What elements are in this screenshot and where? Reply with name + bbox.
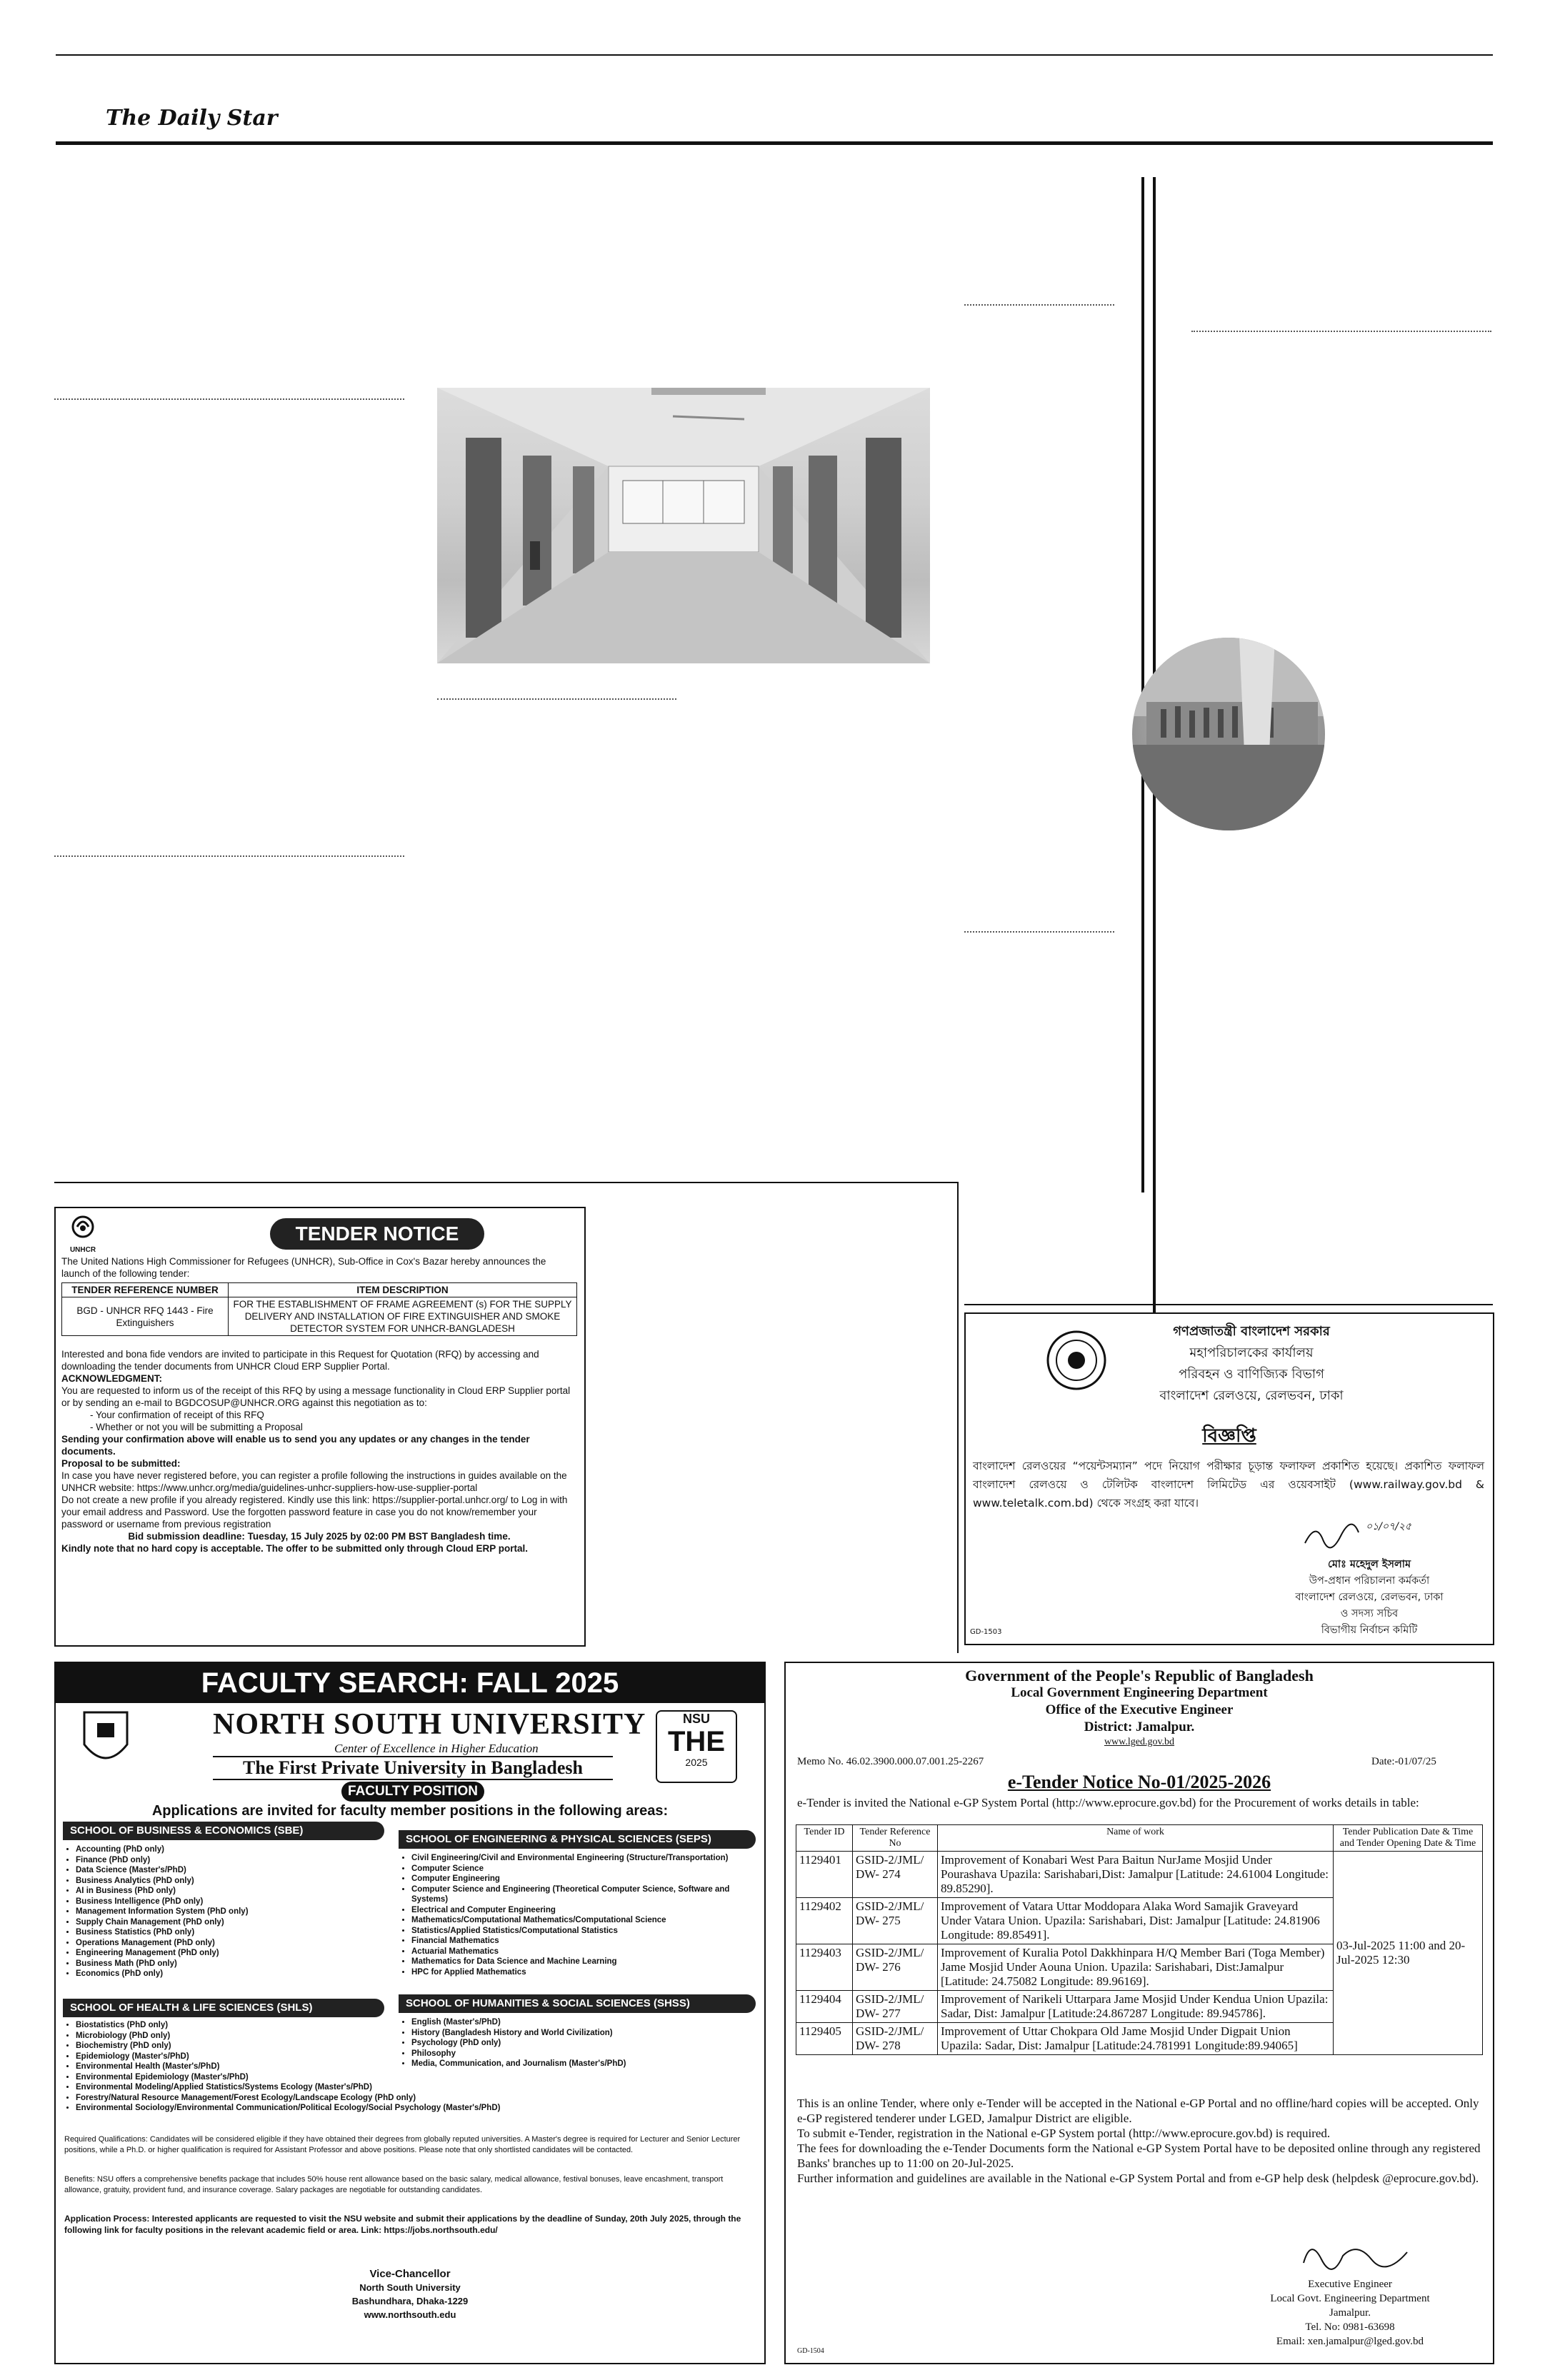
list-item: • History (Bangladesh History and World Civilization)	[411, 2028, 761, 2039]
bangladesh-seal-icon	[1044, 1328, 1109, 1392]
nsu-apply: Applications are invited for faculty member positions in the following areas:	[151, 1803, 669, 1819]
railway-l3: পরিবহন ও বাণিজ্যিক বিভাগ	[1179, 1367, 1324, 1382]
list-item: • Environmental Health (Master's/PhD)	[76, 2062, 504, 2072]
list-item: • AI in Business (PhD only)	[76, 1886, 397, 1897]
lged-n2: To submit e-Tender, registration in the National e-GP System portal (http://www.eprocure.gov.bd) is required.	[797, 2127, 1331, 2140]
nsu-crest-icon	[77, 1709, 134, 1773]
nsu-shls-head: SCHOOL OF HEALTH & LIFE SCIENCES (SHLS)	[63, 1999, 384, 2017]
unhcr-b1-text: Your confirmation of receipt of this RFQ	[96, 1410, 264, 1420]
lged-signature	[1300, 2234, 1414, 2277]
list-item: • Computer Science and Engineering (Theoretical Computer Science, Software and Systems)	[411, 1884, 761, 1905]
lged-title: e-Tender Notice No-01/2025-2026	[1007, 1772, 1271, 1792]
list-item: • Business Math (PhD only)	[76, 1959, 397, 1969]
lged-h4: District: Jamalpur.	[1084, 1719, 1195, 1734]
lged-dates: 03-Jul-2025 11:00 and 20-Jul-2025 12:30	[1334, 1852, 1483, 2055]
separator	[1191, 331, 1491, 332]
nsu-crest	[77, 1709, 134, 1773]
lged-date: Date:-01/07/25	[1371, 1756, 1436, 1767]
unhcr-p1: Interested and bona fide vendors are invited to participate in this Request for Quotation (RFQ) by accessing and downloading the tender documents from UNHCR Cloud ERP Supplier Portal.	[61, 1349, 539, 1372]
list-item: • Supply Chain Management (PhD only)	[76, 1917, 397, 1928]
nsu-name: NORTH SOUTH UNIVERSITY	[213, 1708, 646, 1741]
lged-id: 1129404	[796, 1991, 853, 2023]
lged-sig1: Executive Engineer	[1308, 2279, 1392, 2290]
list-item: • English (Master's/PhD)	[411, 2017, 761, 2028]
unhcr-col-desc: ITEM DESCRIPTION	[229, 1283, 577, 1297]
list-item: • Psychology (PhD only)	[411, 2038, 761, 2049]
list-item: • Accounting (PhD only)	[76, 1844, 397, 1855]
unhcr-b1: - Your confirmation of receipt of this RFQ	[90, 1410, 264, 1420]
railway-gd: GD-1503	[970, 1628, 1002, 1636]
list-item: • Statistics/Applied Statistics/Computational Statistics	[411, 1926, 761, 1937]
lged-id: 1129401	[796, 1852, 853, 1898]
masthead-rule	[56, 141, 1493, 145]
nsu-badge-year: 2025	[685, 1757, 708, 1768]
lged-header	[786, 1667, 1493, 1749]
railway-notice	[964, 1312, 1494, 1645]
nsu-sbe-head: SCHOOL OF BUSINESS & ECONOMICS (SBE)	[63, 1822, 384, 1840]
lged-email: Email: xen.jamalpur@lged.gov.bd	[1276, 2336, 1424, 2347]
list-item: • Civil Engineering/Civil and Environmental Engineering (Structure/Transportation)	[411, 1853, 761, 1864]
separator	[437, 698, 676, 700]
list-item: • Actuarial Mathematics	[411, 1947, 761, 1957]
list-item: • Data Science (Master's/PhD)	[76, 1865, 397, 1876]
lged-ref: GSID-2/JML/ DW- 276	[853, 1944, 938, 1991]
lged-th-date: Tender Publication Date & Time and Tender Opening Date & Time	[1334, 1825, 1483, 1852]
lged-tel: Tel. No: 0981-63698	[1305, 2321, 1395, 2333]
nsu-tag: Center of Excellence in Higher Education	[334, 1742, 539, 1755]
nsu-signoff	[56, 2267, 764, 2321]
lged-work: Improvement of Kuralia Potol Dakkhinpara H/Q Member Bari (Toga Member) Jame Mosjid Under Aouna Union. Upazila: Sarishabari, Dist:Jamalpur [Latitude: 24.75082 Longitude: 89.96169].	[938, 1944, 1334, 1991]
unhcr-conf: Sending your confirmation above will enable us to send you any updates or any changes in the tender documents.	[61, 1434, 530, 1457]
lged-th-work: Name of work	[938, 1825, 1334, 1852]
nsu-benefits: Benefits: NSU offers a comprehensive benefits package that includes 50% house rent allowance based on the basic salary, medical allowance, festival bonuses, leave encashment, transport allowance, gratuity, provident fund, and insurance coverage. Salary packages are negotiable for outstanding candidates.	[64, 2175, 724, 2194]
lged-notes	[797, 2096, 1483, 2186]
list-item: • Business Analytics (PhD only)	[76, 1876, 397, 1887]
nsu-vc2: North South University	[359, 2282, 461, 2293]
unhcr-tender-notice	[54, 1207, 586, 1647]
lged-sig3: Jamalpur.	[1329, 2307, 1371, 2319]
list-item: • Mathematics/Computational Mathematics/Computational Science	[411, 1915, 761, 1926]
list-item: • Forestry/Natural Resource Management/Forest Ecology/Landscape Ecology (PhD only)	[76, 2093, 504, 2104]
list-item: • Computer Science	[411, 1864, 761, 1874]
separator	[54, 855, 404, 857]
lged-h3: Office of the Executive Engineer	[1045, 1702, 1234, 1717]
list-item: • Management Information System (PhD only)	[76, 1907, 397, 1917]
unhcr-ack-head: ACKNOWLEDGMENT:	[61, 1373, 162, 1384]
lged-work: Improvement of Konabari West Para Baitun NurJame Mosjid Under Pourashava Upazila: Sarishabari,Dist: Jamalpur [Latitude: 24.61004 Longitude: 89.85290].	[938, 1852, 1334, 1898]
separator	[964, 304, 1114, 306]
unhcr-b2: - Whether or not you will be submitting a Proposal	[90, 1422, 303, 1432]
nsu-process: Application Process: Interested applicants are requested to visit the NSU website and submit their applications by the deadline of Sunday, 20th July 2025, through the following link for faculty positions in the relevant academic field or area. Link: https://jobs.northsouth.edu/	[64, 2214, 741, 2235]
railway-header	[1109, 1321, 1394, 1407]
railway-s4: বিভাগীয় নির্বাচন কমিটি	[1321, 1625, 1418, 1636]
lged-id: 1129405	[796, 2023, 853, 2055]
unhcr-title: TENDER NOTICE	[270, 1218, 484, 1250]
unhcr-prop-head: Proposal to be submitted:	[61, 1458, 181, 1469]
lged-memo: Memo No. 46.02.3900.000.07.001.25-2267	[797, 1756, 984, 1767]
unhcr-col-ref: TENDER REFERENCE NUMBER	[62, 1283, 229, 1297]
lged-id: 1129402	[796, 1898, 853, 1944]
unhcr-ref: BGD - UNHCR RFQ 1443 - Fire Extinguishers	[62, 1297, 229, 1336]
nsu-sbe-list	[66, 1844, 397, 1979]
unhcr-body	[61, 1348, 577, 1555]
list-item: • Engineering Management (PhD only)	[76, 1948, 397, 1959]
masthead: The Daily Star	[106, 106, 278, 131]
unhcr-ack: You are requested to inform us of the receipt of this RFQ by using a message functionality in Cloud ERP Supplier portal or by sending an e-mail to BGDCOSUP@UNHCR.ORG against this negotiation as to:	[61, 1385, 571, 1408]
unhcr-logo-text: UNHCR	[69, 1246, 96, 1254]
nsu-seps-list	[401, 1853, 761, 1977]
list-item: • Microbiology (PhD only)	[76, 2031, 504, 2042]
nsu-banner: FACULTY SEARCH: FALL 2025	[56, 1663, 764, 1703]
list-item: • Philosophy	[411, 2049, 761, 2059]
gov-seal	[1044, 1328, 1109, 1392]
railway-title: বিজ্ঞপ্তি	[1202, 1425, 1256, 1447]
railway-l1: গণপ্রজাতন্ত্রী বাংলাদেশ সরকার	[1173, 1324, 1330, 1339]
nsu-seps-head: SCHOOL OF ENGINEERING & PHYSICAL SCIENCES (SEPS)	[399, 1830, 756, 1849]
railway-signoff	[1251, 1557, 1487, 1639]
nsu-vc: Vice-Chancellor	[369, 2268, 451, 2280]
top-rule	[56, 54, 1493, 56]
railway-l2: মহাপরিচালকের কার্যালয়	[1189, 1345, 1314, 1360]
lged-sig2: Local Govt. Engineering Department	[1270, 2293, 1430, 2304]
lged-h2: Local Government Engineering Department	[1011, 1685, 1268, 1700]
railway-name: মোঃ মহেদুল ইসলাম	[1327, 1559, 1411, 1570]
nsu-vc4: www.northsouth.edu	[364, 2309, 456, 2320]
unhcr-note: Kindly note that no hard copy is acceptable. The offer to be submitted only through Cloud ERP portal.	[61, 1543, 529, 1554]
lged-work: Improvement of Narikeli Uttarpara Jame Mosjid Under Kendua Union Upazila: Sadar, Dist: Jamalpur [Latitude:24.867287 Longitude: 89.945786].	[938, 1991, 1334, 2023]
lged-h1: Government of the People's Republic of Bangladesh	[965, 1667, 1314, 1684]
nsu-badge-the: THE	[668, 1726, 725, 1757]
list-item: • HPC for Applied Mathematics	[411, 1967, 761, 1978]
lged-gd: GD-1504	[797, 2347, 824, 2355]
lged-n1: This is an online Tender, where only e-Tender will be accepted in the National e-GP Portal and no offline/hard copies will be accepted. Only e-GP registered tenderer under LGED, Jamalpur District are eligible.	[797, 2097, 1479, 2125]
railway-s2: বাংলাদেশ রেলওয়ে, রেলভবন, ঢাকা	[1295, 1592, 1444, 1603]
lged-n3: The fees for downloading the e-Tender Documents form the National e-GP System Portal have to be deposited online through any registered Banks' branches up to 11:00 on 20-Jul-2025.	[797, 2142, 1481, 2170]
lged-ref: GSID-2/JML/ DW- 274	[853, 1852, 938, 1898]
nsu-shss-list	[401, 2017, 761, 2069]
lged-id: 1129403	[796, 1944, 853, 1991]
nsu-ranking-badge	[656, 1710, 737, 1783]
list-item: • Biostatistics (PhD only)	[76, 2020, 504, 2031]
unhcr-p2: In case you have never registered before, you can register a profile following the instructions in guides available on the UNHCR website: https://www.unhcr.org/media/guidelines-unhcr-suppliers-how-use-supplier-portal	[61, 1470, 567, 1493]
unhcr-desc: FOR THE ESTABLISHMENT OF FRAME AGREEMENT (s) FOR THE SUPPLY DELIVERY AND INSTALLATION OF FIRE EXTINGUISHER AND SMOKE DETECTOR SYSTEM FOR UNHCR-BANGLADESH	[229, 1297, 577, 1336]
list-item: • Financial Mathematics	[411, 1936, 761, 1947]
list-item: • Operations Management (PhD only)	[76, 1938, 397, 1949]
column-rule	[1141, 177, 1144, 1192]
list-item: • Finance (PhD only)	[76, 1855, 397, 1866]
nsu-shss-head: SCHOOL OF HUMANITIES & SOCIAL SCIENCES (SHSS)	[399, 1994, 756, 2013]
nsu-position: FACULTY POSITION	[341, 1782, 484, 1802]
unhcr-deadline: Bid submission deadline: Tuesday, 15 July 2025 by 02:00 PM BST Bangladesh time.	[128, 1531, 511, 1542]
list-item: • Environmental Sociology/Environmental Communication/Political Ecology/Social Psychology (Master's/PhD)	[76, 2103, 504, 2114]
separator	[964, 931, 1114, 933]
list-item: • Biochemistry (PhD only)	[76, 2041, 504, 2052]
railway-l4: বাংলাদেশ রেলওয়ে, রেলভবন, ঢাকা	[1159, 1388, 1344, 1403]
lged-work: Improvement of Vatara Uttar Moddopara Alaka Word Samajik Graveyard Under Vatara Union. Upazila: Sarishabari, Dist: Jamalpur [Latitude: 24.81906 Longitude: 89.85491].	[938, 1898, 1334, 1944]
ads-rule	[54, 1182, 958, 1183]
list-item: • Environmental Epidemiology (Master's/PhD)	[76, 2072, 504, 2083]
lged-tender-table	[796, 1824, 1483, 2055]
lged-intro: e-Tender is invited the National e-GP System Portal (http://www.eprocure.gov.bd) for the Procurement of works details in table:	[797, 1796, 1419, 1809]
list-item: • Mathematics for Data Science and Machine Learning	[411, 1957, 761, 1967]
circular-photo	[1132, 638, 1325, 830]
railway-sig-date: ০১/০৭/২৫	[1366, 1521, 1412, 1532]
list-item: • Environmental Modeling/Applied Statistics/Systems Ecology (Master's/PhD)	[76, 2082, 504, 2093]
lged-n4: Further information and guidelines are available in the National e-GP System Portal and from e-GP help desk (helpdesk @eprocure.gov.bd).	[797, 2171, 1479, 2185]
unhcr-p3: Do not create a new profile if you already registered. Kindly use this link: https://supplier-portal.unhcr.org/ to Log in with your email address and Password. Use the forgotten password feature in case you do not know/remember your password or username from previous registration	[61, 1495, 568, 1530]
unhcr-logo	[61, 1214, 104, 1257]
lged-ref: GSID-2/JML/ DW- 275	[853, 1898, 938, 1944]
list-item: • Economics (PhD only)	[76, 1969, 397, 1979]
unhcr-intro: The United Nations High Commissioner for Refugees (UNHCR), Sub-Office in Cox's Bazar hereby announces the launch of the following tender:	[61, 1256, 546, 1279]
lged-th-id: Tender ID	[796, 1825, 853, 1852]
lged-ref: GSID-2/JML/ DW- 278	[853, 2023, 938, 2055]
unhcr-b2-text: Whether or not you will be submitting a Proposal	[96, 1422, 303, 1432]
lged-work: Improvement of Uttar Chokpara Old Jame Mosjid Under Digpait Union Upazila: Sadar, Dist: Jamalpur [Latitude:24.781991 Longitude:89.94065]	[938, 2023, 1334, 2055]
nsu-first: The First Private University in Bangladesh	[213, 1756, 613, 1780]
unhcr-tender-table	[61, 1282, 577, 1336]
lged-etender-notice	[784, 1662, 1494, 2364]
railway-body: বাংলাদেশ রেলওয়ের “পয়েন্টসম্যান” পদে নিয়োগ পরীক্ষার চূড়ান্ত ফলাফল প্রকাশিত হয়েছে। প্রকাশিত ফলাফল বাংলাদেশ রেলওয়ে ও টেলিটক বাংলাদেশ লিমিটেড এর ওয়েবসাইট (www.railway.gov.bd & www.teletalk.com.bd) থেকে সংগ্রহ করা যাবে।	[973, 1460, 1484, 1510]
railway-s1: উপ-প্রধান পরিচালনা কর্মকর্তা	[1309, 1575, 1430, 1587]
unhcr-logo-icon	[67, 1214, 99, 1242]
railway-s3: ও সদস্য সচিব	[1340, 1608, 1399, 1620]
list-item: • Media, Communication, and Journalism (Master's/PhD)	[411, 2059, 761, 2069]
table-row	[796, 1852, 1483, 1898]
lged-web: www.lged.gov.bd	[1104, 1737, 1175, 1747]
lged-th-ref: Tender Reference No	[853, 1825, 938, 1852]
lged-signoff	[1229, 2277, 1471, 2349]
nsu-faculty-ad	[54, 1662, 766, 2364]
nsu-vc3: Bashundhara, Dhaka-1229	[351, 2296, 469, 2306]
separator	[54, 398, 404, 400]
list-item: • Business Statistics (PhD only)	[76, 1927, 397, 1938]
lged-ref: GSID-2/JML/ DW- 277	[853, 1991, 938, 2023]
ads-rule	[957, 1182, 959, 1653]
list-item: • Epidemiology (Master's/PhD)	[76, 2052, 504, 2062]
list-item: • Business Intelligence (PhD only)	[76, 1897, 397, 1907]
ads-rule	[964, 1304, 1493, 1305]
list-item: • Computer Engineering	[411, 1874, 761, 1884]
nsu-req: Required Qualifications: Candidates will be considered eligible if they have obtained their degrees from globally reputed universities. A Master's degree is required for Lecturer and Senior Lecturer positions, while a Ph.D. or higher qualification is required for Assistant Professor and above positions. Please note that only shortlisted candidates will be contacted.	[64, 2135, 741, 2154]
corridor-photo	[437, 388, 930, 663]
list-item: • Electrical and Computer Engineering	[411, 1905, 761, 1916]
nsu-badge-top: NSU	[682, 1712, 710, 1726]
